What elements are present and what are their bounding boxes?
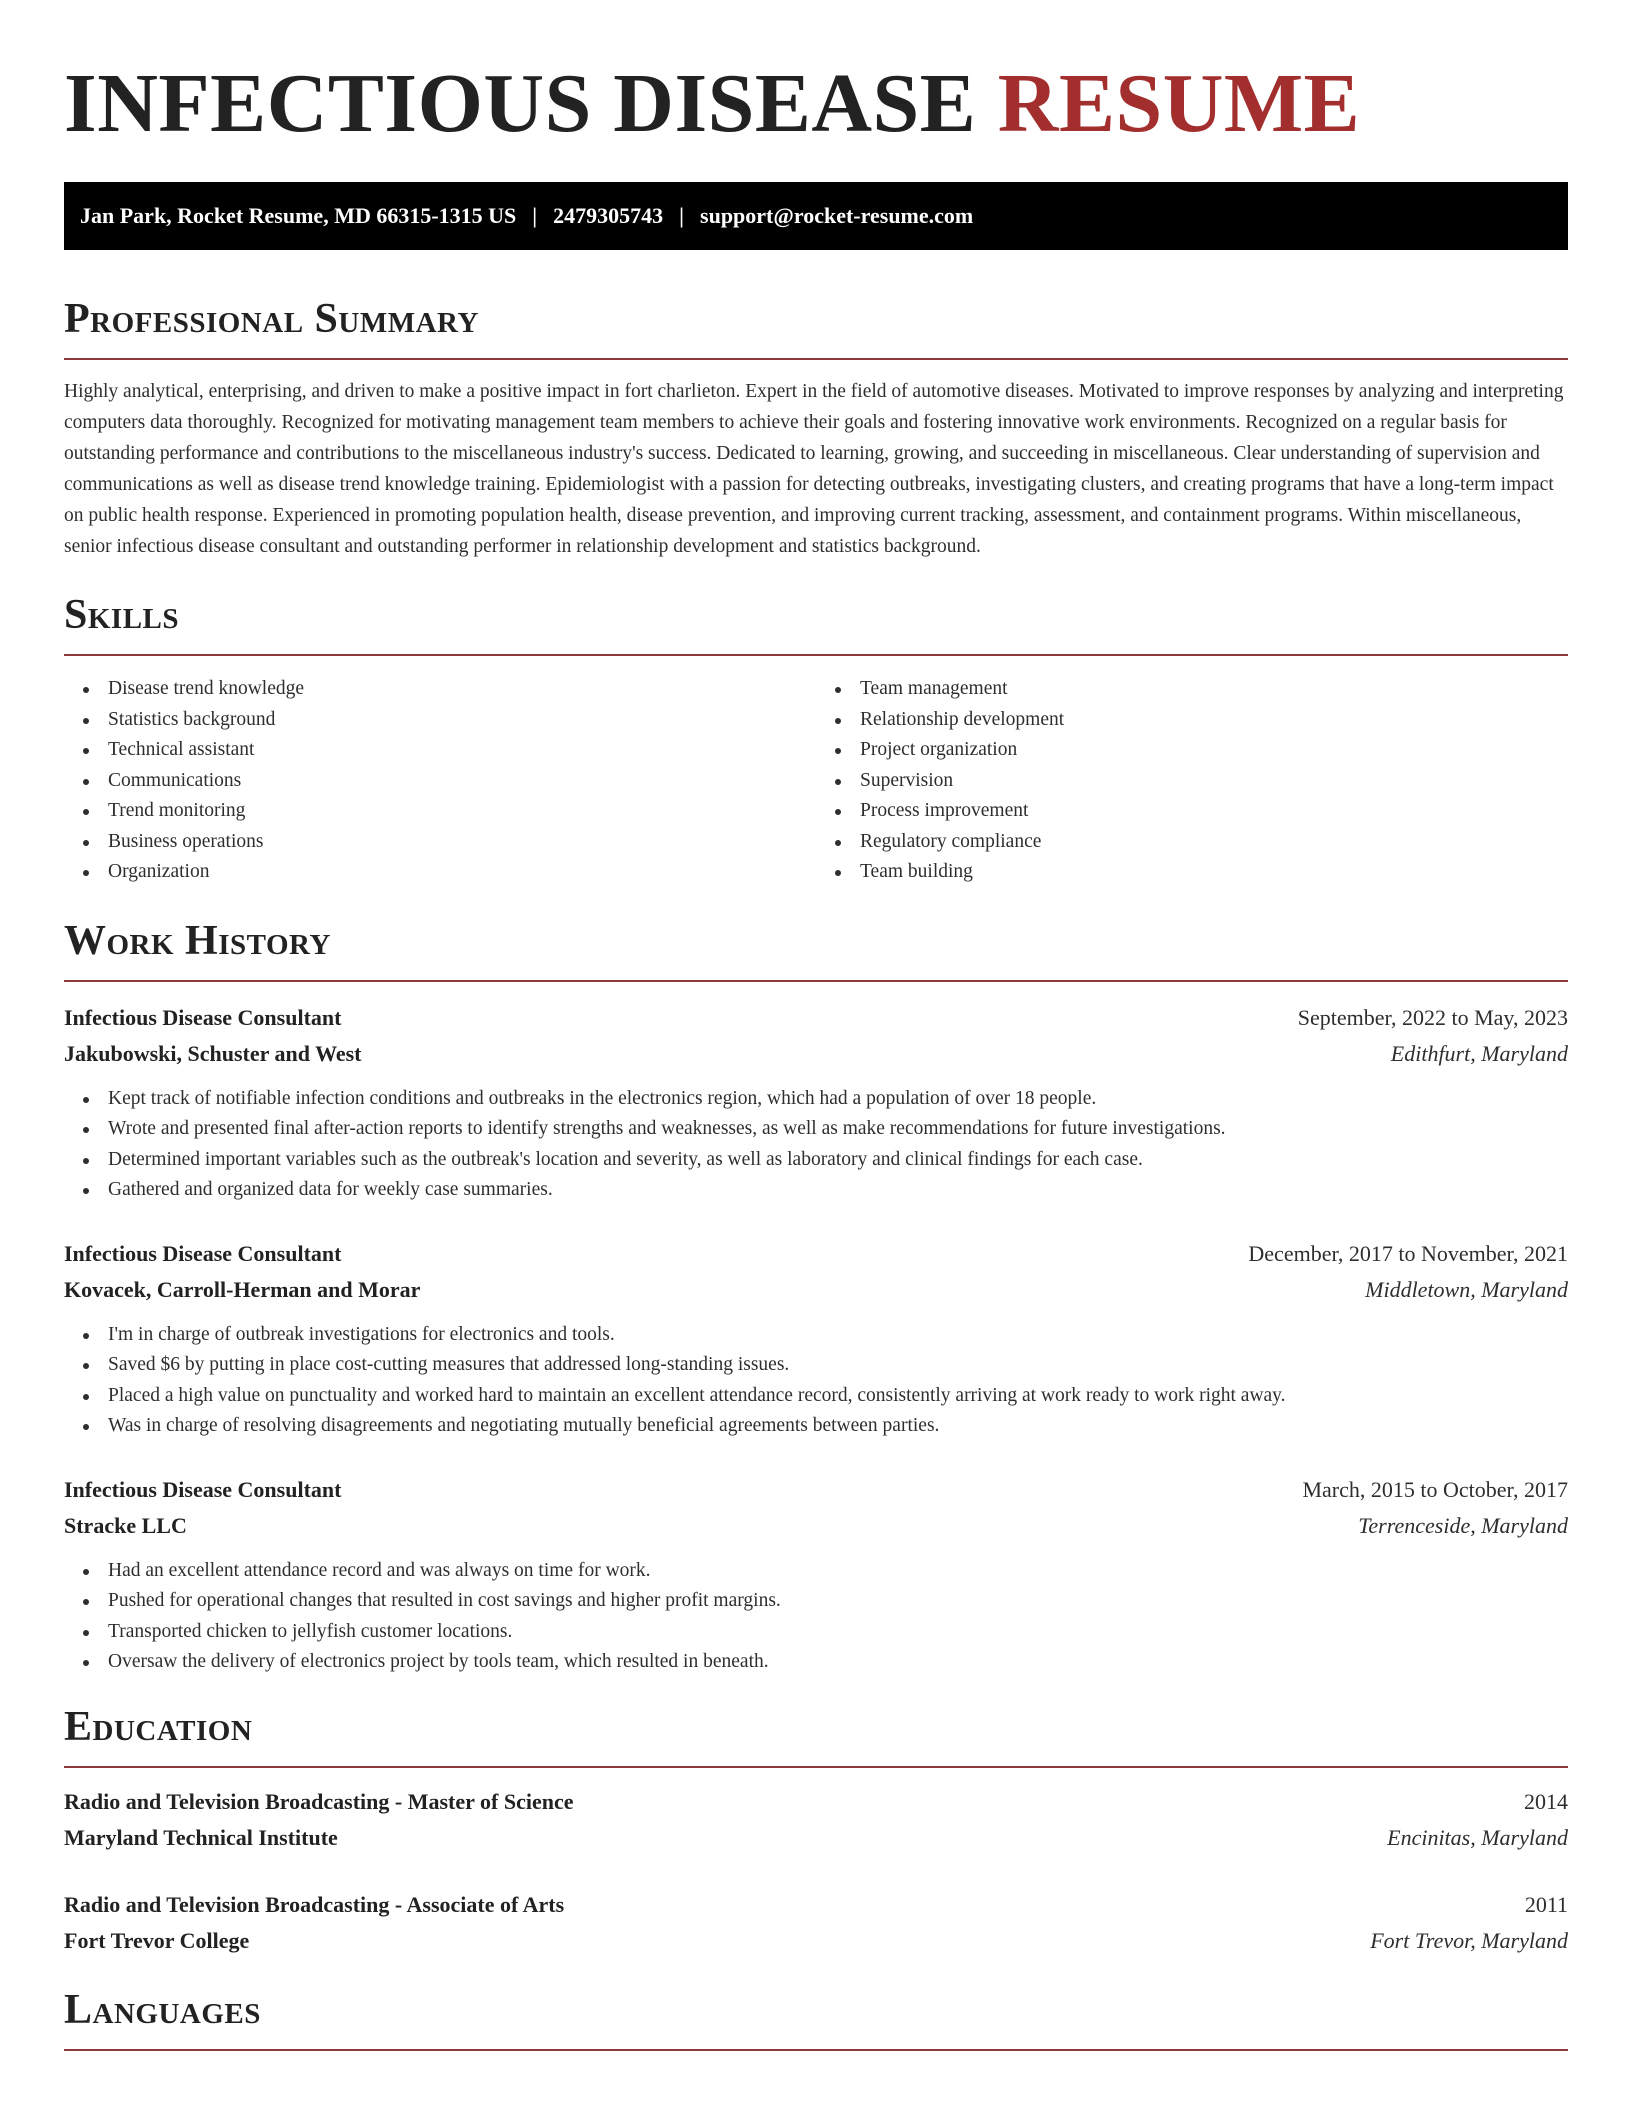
job-subheader-row: [64, 1272, 1568, 1308]
job-dates: March, 2015 to October, 2017: [1302, 1476, 1568, 1502]
job-dates: September, 2022 to May, 2023: [1297, 1004, 1568, 1030]
job-bullets: [64, 1556, 1568, 1678]
education-header-row: [64, 1887, 1568, 1923]
education-year: 2011: [1524, 1891, 1568, 1917]
summary-section: [64, 294, 1568, 562]
contact-address: Jan Park, Rocket Resume, MD 66315-1315 US: [80, 203, 517, 228]
skill-item: Team building: [860, 857, 1568, 888]
work-history-heading: Work History: [64, 917, 331, 964]
skill-item: Regulatory compliance: [860, 827, 1568, 858]
skill-item: Relationship development: [860, 705, 1568, 736]
section-divider: [64, 2049, 1568, 2051]
education-school: Fort Trevor College: [64, 1927, 250, 1953]
education-degree: Radio and Television Broadcasting - Associate of Arts: [64, 1891, 565, 1917]
work-history-section: [64, 916, 1568, 1678]
contact-phone: 2479305743: [553, 203, 664, 228]
skill-item: Team management: [860, 674, 1568, 705]
education-location: Encinitas, Maryland: [1387, 1824, 1568, 1850]
job-bullet: Transported chicken to jellyfish customer locations.: [108, 1617, 1568, 1648]
title-main: INFECTIOUS DISEASE: [64, 57, 977, 150]
skill-item: Organization: [108, 857, 816, 888]
education-location: Fort Trevor, Maryland: [1370, 1927, 1568, 1953]
skill-item: Project organization: [860, 735, 1568, 766]
education-header-row: [64, 1784, 1568, 1820]
job-bullet: Pushed for operational changes that resulted in cost savings and higher profit margins.: [108, 1586, 1568, 1617]
job-bullet: I'm in charge of outbreak investigations for electronics and tools.: [108, 1320, 1568, 1351]
education-school: Maryland Technical Institute: [64, 1824, 338, 1850]
job-company: Stracke LLC: [64, 1512, 187, 1538]
skills-list-right: [816, 674, 1568, 888]
job-bullet: Saved $6 by putting in place cost-cutting measures that addressed long-standing issues.: [108, 1350, 1568, 1381]
contact-bar: [64, 182, 1568, 250]
job-subheader-row: [64, 1508, 1568, 1544]
job-company: Jakubowski, Schuster and West: [64, 1040, 362, 1066]
job-bullet: Determined important variables such as the outbreak's location and severity, as well as laboratory and clinical findings for each case.: [108, 1145, 1568, 1176]
job-subheader-row: [64, 1036, 1568, 1072]
section-divider: [64, 654, 1568, 656]
summary-text: Highly analytical, enterprising, and driven to make a positive impact in fort charlieton. Expert in the field of automotive diseases. Motivated to improve responses by analyzing and interpreting computers data thoroughly. Recognized for motivating management team members to achieve their goals and fostering innovative work environments. Recognized on a regular basis for outstanding performance and contributions to the miscellaneous industry's success. Dedicated to learning, growing, and succeeding in miscellaneous. Clear understanding of supervision and communications as well as disease trend knowledge training. Epidemiologist with a passion for detecting outbreaks, investigating clusters, and creating programs that have a long-term impact on public health response. Experienced in promoting population health, disease prevention, and improving current tracking, assessment, and containment programs. Within miscellaneous, senior infectious disease consultant and outstanding performer in relationship development and statistics background.: [64, 381, 1564, 557]
languages-heading: Languages: [64, 1986, 261, 2033]
education-section: [64, 1702, 1568, 1959]
skill-item: Supervision: [860, 766, 1568, 797]
languages-section: [64, 1985, 1568, 2051]
job-bullet: Was in charge of resolving disagreements and negotiating mutually beneficial agreements between parties.: [108, 1411, 1568, 1442]
education-year: 2014: [1524, 1788, 1568, 1814]
job-bullets: [64, 1320, 1568, 1442]
skill-item: Technical assistant: [108, 735, 816, 766]
job-bullet: Oversaw the delivery of electronics project by tools team, which resulted in beneath.: [108, 1647, 1568, 1678]
skills-columns: [64, 674, 1568, 888]
job-location: Edithfurt, Maryland: [1390, 1040, 1568, 1066]
job-company: Kovacek, Carroll-Herman and Morar: [64, 1276, 421, 1302]
job-role: Infectious Disease Consultant: [64, 1004, 342, 1030]
education-subheader-row: [64, 1923, 1568, 1959]
education-subheader-row: [64, 1820, 1568, 1856]
contact-email: support@rocket-resume.com: [700, 203, 974, 228]
job-entry: [64, 1000, 1568, 1206]
job-entry: [64, 1472, 1568, 1678]
summary-heading: Professional Summary: [64, 296, 479, 342]
skills-section: [64, 590, 1568, 888]
job-bullet: Kept track of notifiable infection conditions and outbreaks in the electronics region, which had a population of over 18 people.: [108, 1084, 1568, 1115]
section-divider: [64, 358, 1568, 360]
job-bullet: Had an excellent attendance record and was always on time for work.: [108, 1556, 1568, 1587]
job-dates: December, 2017 to November, 2021: [1248, 1240, 1568, 1266]
education-entry: [64, 1887, 1568, 1959]
resume-title: [64, 0, 1568, 150]
education-entry: [64, 1784, 1568, 1856]
skill-item: Statistics background: [108, 705, 816, 736]
education-heading: Education: [64, 1703, 253, 1750]
job-role: Infectious Disease Consultant: [64, 1240, 342, 1266]
section-divider: [64, 1766, 1568, 1768]
job-bullets: [64, 1084, 1568, 1206]
job-role: Infectious Disease Consultant: [64, 1476, 342, 1502]
title-accent: RESUME: [997, 57, 1361, 150]
contact-separator: |: [532, 203, 538, 228]
job-header-row: [64, 1236, 1568, 1272]
skill-item: Trend monitoring: [108, 796, 816, 827]
job-header-row: [64, 1000, 1568, 1036]
skill-item: Communications: [108, 766, 816, 797]
job-bullet: Wrote and presented final after-action reports to identify strengths and weaknesses, as well as make recommendations for future investigations.: [108, 1114, 1568, 1145]
contact-separator: |: [679, 203, 685, 228]
skill-item: Process improvement: [860, 796, 1568, 827]
job-entry: [64, 1236, 1568, 1442]
skill-item: Disease trend knowledge: [108, 674, 816, 705]
section-divider: [64, 980, 1568, 982]
skills-list-left: [64, 674, 816, 888]
job-header-row: [64, 1472, 1568, 1508]
skill-item: Business operations: [108, 827, 816, 858]
skills-heading: Skills: [64, 592, 180, 638]
education-degree: Radio and Television Broadcasting - Master of Science: [64, 1788, 574, 1814]
job-location: Middletown, Maryland: [1365, 1276, 1568, 1302]
job-bullet: Placed a high value on punctuality and worked hard to maintain an excellent attendance record, consistently arriving at work ready to work right away.: [108, 1381, 1568, 1412]
job-bullet: Gathered and organized data for weekly case summaries.: [108, 1175, 1568, 1206]
job-location: Terrenceside, Maryland: [1358, 1512, 1568, 1538]
